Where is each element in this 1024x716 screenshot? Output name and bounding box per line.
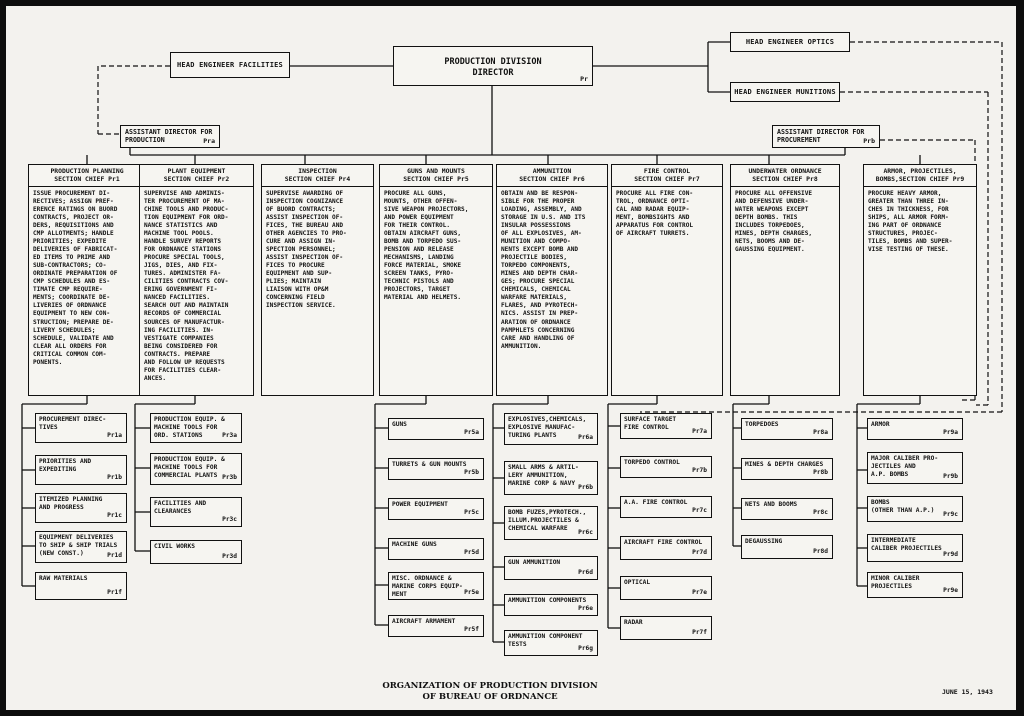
caption-line1: ORGANIZATION OF PRODUCTION DIVISION xyxy=(382,681,598,691)
assistant-director-procurement-box[interactable] xyxy=(772,125,880,148)
unit-label: MISC. ORDNANCE & MARINE CORPS EQUIP- MENT xyxy=(392,575,463,598)
unit-label: MAJOR CALIBER PRO- JECTILES AND A.P. BOMBS xyxy=(871,455,939,478)
unit-box-pr5b[interactable] xyxy=(388,458,484,480)
unit-label: AIRCRAFT ARMAMENT xyxy=(392,618,456,625)
section-body: ISSUE PROCUREMENT DI- RECTIVES; ASSIGN PREF- ERENCE RATINGS ON BUORD CONTRACTS, PROJECT OR- DERS, REQUISITIONS AND CMP ALLOTMENTS; HANDLE PRIORITIES; EXPEDITE DELIVERIES OF FABRICAT- ED ITEMS TO PRIME AND SUB-CONTRACTORS; CO- ORDINATE PREPARATION OF CMP SCHEDULES AND ES- TIMATE CMP REQUIRE- MENTS; COORDINATE DE- LIVERIES OF ORDNANCE EQUIPMENT TO NEW CON- STRUCTION; PREPARE DE- LIVERY SCHEDULES; SCHEDULE, VALIDATE AND CLEAR ALL ORDERS FOR CRITICAL COMMON COM- PONENTS. xyxy=(33,190,118,366)
director-title-line2: DIRECTOR xyxy=(472,68,514,79)
unit-box-pr1d[interactable] xyxy=(35,531,127,563)
unit-code: Pr1f xyxy=(107,589,122,597)
unit-box-pr9a[interactable] xyxy=(867,418,963,440)
unit-code: Pr5c xyxy=(464,509,479,517)
unit-box-pr6c[interactable] xyxy=(504,506,598,540)
unit-code: Pr5d xyxy=(464,549,479,557)
unit-box-pr3a[interactable] xyxy=(150,413,242,443)
unit-code: Pr1c xyxy=(107,512,122,520)
unit-label: A.A. FIRE CONTROL xyxy=(624,499,688,506)
section-box-pr2[interactable] xyxy=(139,164,254,396)
section-head: GUNS AND MOUNTS SECTION CHIEF Pr5 xyxy=(380,165,492,187)
asst-production-line2: PRODUCTION xyxy=(125,136,165,145)
section-body: PROCURE ALL FIRE CON- TROL, ORDNANCE OPTI- CAL AND RADAR EQUIP- MENT, BOMBSIGHTS AND APPARATUS FOR CONTROL OF AIRCRAFT TURRETS. xyxy=(616,190,694,238)
unit-label: ARMOR xyxy=(871,421,890,428)
asst-production-code: Pra xyxy=(203,136,215,145)
unit-label: SURFACE TARGET FIRE CONTROL xyxy=(624,416,677,431)
chart-caption xyxy=(330,681,650,703)
unit-box-pr3c[interactable] xyxy=(150,497,242,527)
unit-label: RADAR xyxy=(624,619,643,626)
unit-code: Pr6a xyxy=(578,434,593,442)
unit-box-pr1b[interactable] xyxy=(35,455,127,485)
unit-label: POWER EQUIPMENT xyxy=(392,501,448,508)
section-head: AMMUNITION SECTION CHIEF Pr6 xyxy=(497,165,607,187)
chart-date: JUNE 15, 1943 xyxy=(942,688,993,696)
asst-production-line1: ASSISTANT DIRECTOR FOR xyxy=(125,128,213,136)
unit-label: FACILITIES AND CLEARANCES xyxy=(154,500,207,515)
unit-box-pr1c[interactable] xyxy=(35,493,127,523)
section-head: PRODUCTION PLANNING SECTION CHIEF Pr1 xyxy=(29,165,145,187)
director-code: Pr xyxy=(580,74,588,83)
unit-label: PROCUREMENT DIREC- TIVES xyxy=(39,416,107,431)
section-body: PROCURE ALL GUNS, MOUNTS, OTHER OFFEN- SIVE WEAPON PROJECTORS, AND POWER EQUIPMENT FOR THEIR CONTROL. OBTAIN AIRCRAFT GUNS, BOMB AND TORPEDO SUS- PENSION AND RELEASE MECHANISMS, LANDING FORCE MATERIAL, SMOKE SCREEN TANKS, PYRO- TECHNIC PISTOLS AND PROJECTORS, TARGET MATERIAL AND HELMETS. xyxy=(384,190,469,302)
unit-label: TURRETS & GUN MOUNTS xyxy=(392,461,467,468)
unit-box-pr5f[interactable] xyxy=(388,615,484,637)
unit-box-pr3b[interactable] xyxy=(150,453,242,485)
unit-box-pr9d[interactable] xyxy=(867,534,963,562)
unit-code: Pr3c xyxy=(222,516,237,524)
unit-label: MINOR CALIBER PROJECTILES xyxy=(871,575,920,590)
unit-label: AMMUNITION COMPONENT TESTS xyxy=(508,633,583,648)
unit-label: MACHINE GUNS xyxy=(392,541,437,548)
section-head: PLANT EQUIPMENT SECTION CHIEF Pr2 xyxy=(140,165,253,187)
asst-procurement-code: Prb xyxy=(863,136,875,145)
unit-code: Pr3b xyxy=(222,474,237,482)
unit-code: Pr1b xyxy=(107,474,122,482)
assistant-director-production-box[interactable] xyxy=(120,125,220,148)
unit-box-pr6d[interactable] xyxy=(504,556,598,580)
unit-box-pr9c[interactable] xyxy=(867,496,963,522)
unit-box-pr5a[interactable] xyxy=(388,418,484,440)
unit-code: Pr5e xyxy=(464,589,479,597)
unit-code: Pr1a xyxy=(107,432,122,440)
unit-code: Pr9e xyxy=(943,587,958,595)
unit-box-pr9e[interactable] xyxy=(867,572,963,598)
unit-label: BOMBS (OTHER THAN A.P.) xyxy=(871,499,935,514)
unit-label: PRIORITIES AND EXPEDITING xyxy=(39,458,92,473)
unit-label: OPTICAL xyxy=(624,579,651,586)
head-engineer-optics-box[interactable] xyxy=(730,32,850,52)
unit-code: Pr9a xyxy=(943,429,958,437)
section-head: FIRE CONTROL SECTION CHIEF Pr7 xyxy=(612,165,722,187)
unit-box-pr7f[interactable] xyxy=(620,616,712,640)
unit-box-pr8b[interactable] xyxy=(741,458,833,480)
section-box-pr7[interactable] xyxy=(730,164,840,396)
unit-label: CIVIL WORKS xyxy=(154,543,195,550)
unit-code: Pr9c xyxy=(943,511,958,519)
unit-box-pr9b[interactable] xyxy=(867,452,963,484)
head-engineer-munitions-label: HEAD ENGINEER MUNITIONS xyxy=(734,87,836,96)
unit-code: Pr1d xyxy=(107,552,122,560)
unit-code: Pr6g xyxy=(578,645,593,653)
unit-code: Pr6b xyxy=(578,484,593,492)
head-engineer-facilities-box[interactable] xyxy=(170,52,290,78)
head-engineer-facilities-label: HEAD ENGINEER FACILITIES xyxy=(177,60,283,69)
unit-box-pr1a[interactable] xyxy=(35,413,127,443)
unit-label: PRODUCTION EQUIP. & MACHINE TOOLS FOR ORD. STATIONS xyxy=(154,416,225,439)
unit-label: TORPEDO CONTROL xyxy=(624,459,680,466)
section-body: PROCURE ALL OFFENSIVE AND DEFENSIVE UNDER- WATER WEAPONS EXCEPT DEPTH BOMBS. THIS INCLUDES TORPEDOES, MINES, DEPTH CHARGES, NETS, BOOMS AND DE- GAUSSING EQUIPMENT. xyxy=(735,190,813,254)
asst-procurement-line2: PROCUREMENT xyxy=(777,136,821,145)
section-body: SUPERVISE AWARDING OF INSPECTION COGNIZANCE OF BUORD CONTRACTS; ASSIST INSPECTION OF- FICES, THE BUREAU AND OTHER AGENCIES TO PRO- CURE AND ASSIGN IN- SPECTION PERSONNEL; ASSIST INSPECTION OF- FICES TO PROCURE EQUIPMENT AND SUP- PLIES; MAINTAIN LIAISON WITH OP&M CONCERNING FIELD INSPECTION SERVICE. xyxy=(266,190,347,310)
section-head: ARMOR, PROJECTILES, BOMBS,SECTION CHIEF Pr9 xyxy=(864,165,976,187)
unit-code: Pr8a xyxy=(813,429,828,437)
unit-label: NETS AND BOOMS xyxy=(745,501,798,508)
section-head: UNDERWATER ORDNANCE SECTION CHIEF Pr8 xyxy=(731,165,839,187)
unit-box-pr5e[interactable] xyxy=(388,572,484,600)
head-engineer-munitions-box[interactable] xyxy=(730,82,840,102)
section-body: PROCURE HEAVY ARMOR, GREATER THAN THREE IN- CHES IN THICKNESS, FOR SHIPS, ALL ARMOR FORM- ING PART OF ORDNANCE STRUCTURES, PROJEC- TILES, BOMBS AND SUPER- VISE TESTING OF THESE. xyxy=(868,190,953,254)
unit-label: BOMB FUZES,PYROTECH., ILLUM.PROJECTILES & CHEMICAL WARFARE xyxy=(508,509,587,532)
unit-label: DEGAUSSING xyxy=(745,538,783,545)
unit-code: Pr8c xyxy=(813,509,828,517)
section-head: INSPECTION SECTION CHIEF Pr4 xyxy=(262,165,373,187)
unit-code: Pr7e xyxy=(692,589,707,597)
unit-box-pr7c[interactable] xyxy=(620,496,712,518)
unit-code: Pr7c xyxy=(692,507,707,515)
unit-box-pr6g[interactable] xyxy=(504,630,598,656)
unit-code: Pr6c xyxy=(578,529,593,537)
unit-box-pr6a[interactable] xyxy=(504,413,598,445)
unit-box-pr8a[interactable] xyxy=(741,418,833,440)
section-box-pr4[interactable] xyxy=(379,164,493,396)
head-engineer-optics-label: HEAD ENGINEER OPTICS xyxy=(745,37,835,46)
unit-label: AIRCRAFT FIRE CONTROL xyxy=(624,539,703,546)
section-box-pr6[interactable] xyxy=(611,164,723,396)
unit-code: Pr5a xyxy=(464,429,479,437)
unit-box-pr7b[interactable] xyxy=(620,456,712,478)
unit-label: GUN AMMUNITION xyxy=(508,559,561,566)
unit-code: Pr3a xyxy=(222,432,237,440)
section-box-pr8[interactable] xyxy=(863,164,977,396)
unit-box-pr7a[interactable] xyxy=(620,413,712,439)
unit-label: EXPLOSIVES,CHEMICALS, EXPLOSIVE MANUFAC- TURING PLANTS xyxy=(508,416,587,439)
unit-code: Pr5f xyxy=(464,626,479,634)
section-body: SUPERVISE AND ADMINIS- TER PROCUREMENT OF MA- CHINE TOOLS AND PRODUC- TION EQUIPMENT FOR ORD- NANCE STATISTICS AND MACHINE TOOL POOLS. HANDLE SURVEY REPORTS FOR ORDNANCE STATIONS PROCURE SPECIAL TOOLS, JIGS, DIES, AND FIX- TURES. ADMINISTER FA- CILITIES CONTRACTS COV- ERING GOVERNMENT FI- NANCED FACILITIES. SEARCH OUT AND MAINTAIN RECORDS OF COMMERCIAL SOURCES OF MANUFACTUR- ING FACILITIES. IN- VESTIGATE COMPANIES BEING CONSIDERED FOR CONTRACTS. PREPARE AND FOLLOW UP REQUESTS FOR FACILITIES CLEAR- ANCES. xyxy=(144,190,229,382)
unit-code: Pr7f xyxy=(692,629,707,637)
unit-code: Pr6d xyxy=(578,569,593,577)
unit-box-pr5c[interactable] xyxy=(388,498,484,520)
unit-code: Pr6e xyxy=(578,605,593,613)
unit-code: Pr7a xyxy=(692,428,707,436)
unit-code: Pr7b xyxy=(692,467,707,475)
unit-label: GUNS xyxy=(392,421,407,428)
unit-label: TORPEDOES xyxy=(745,421,779,428)
unit-code: Pr5b xyxy=(464,469,479,477)
unit-box-pr8d[interactable] xyxy=(741,535,833,559)
unit-box-pr8c[interactable] xyxy=(741,498,833,520)
unit-code: Pr8b xyxy=(813,469,828,477)
director-title-line1: PRODUCTION DIVISION xyxy=(444,57,542,67)
unit-code: Pr7d xyxy=(692,549,707,557)
unit-label: RAW MATERIALS xyxy=(39,575,88,582)
unit-box-pr6b[interactable] xyxy=(504,461,598,495)
section-box-pr3[interactable] xyxy=(261,164,374,396)
unit-code: Pr9d xyxy=(943,551,958,559)
unit-label: MINES & DEPTH CHARGES xyxy=(745,461,824,468)
unit-box-pr5d[interactable] xyxy=(388,538,484,560)
caption-line2: OF BUREAU OF ORDNANCE xyxy=(422,692,558,703)
unit-label: EQUIPMENT DELIVERIES TO SHIP & SHIP TRIALS (NEW CONST.) xyxy=(39,534,118,557)
unit-label: SMALL ARMS & ARTIL- LERY AMMUNITION, MARINE CORP & NAVY xyxy=(508,464,579,487)
unit-box-pr7e[interactable] xyxy=(620,576,712,600)
unit-code: Pr8d xyxy=(813,548,828,556)
director-box[interactable] xyxy=(393,46,593,86)
unit-label: PRODUCTION EQUIP. & MACHINE TOOLS FOR COMMERCIAL PLANTS xyxy=(154,456,225,479)
unit-label: INTERMEDIATE CALIBER PROJECTILES xyxy=(871,537,942,552)
unit-label: ITEMIZED PLANNING AND PROGRESS xyxy=(39,496,103,511)
unit-label: AMMUNITION COMPONENTS xyxy=(508,597,587,604)
unit-box-pr7d[interactable] xyxy=(620,536,712,560)
unit-code: Pr3d xyxy=(222,553,237,561)
unit-box-pr1f[interactable] xyxy=(35,572,127,600)
asst-procurement-line1: ASSISTANT DIRECTOR FOR xyxy=(777,128,865,136)
section-body: OBTAIN AND BE RESPON- SIBLE FOR THE PROPER LOADING, ASSEMBLY, AND STORAGE IN U.S. AND ITS INSULAR POSSESSIONS OF ALL EXPLOSIVES, AM- MUNITION AND COMPO- NENTS EXCEPT BOMB AND PROJECTILE BODIES, TORPEDO COMPONENTS, MINES AND DEPTH CHAR- GES; PROCURE SPECIAL CHEMICALS, CHEMICAL WARFARE MATERIALS, FLARES, AND PYROTECH- NICS. ASSIST IN PREP- ARATION OF ORDNANCE PAMPHLETS CONCERNING CARE AND HANDLING OF AMMUNITION. xyxy=(501,190,586,350)
unit-box-pr6e[interactable] xyxy=(504,594,598,616)
unit-code: Pr9b xyxy=(943,473,958,481)
section-box-pr5[interactable] xyxy=(496,164,608,396)
unit-box-pr3d[interactable] xyxy=(150,540,242,564)
section-box-pr1[interactable] xyxy=(28,164,146,396)
